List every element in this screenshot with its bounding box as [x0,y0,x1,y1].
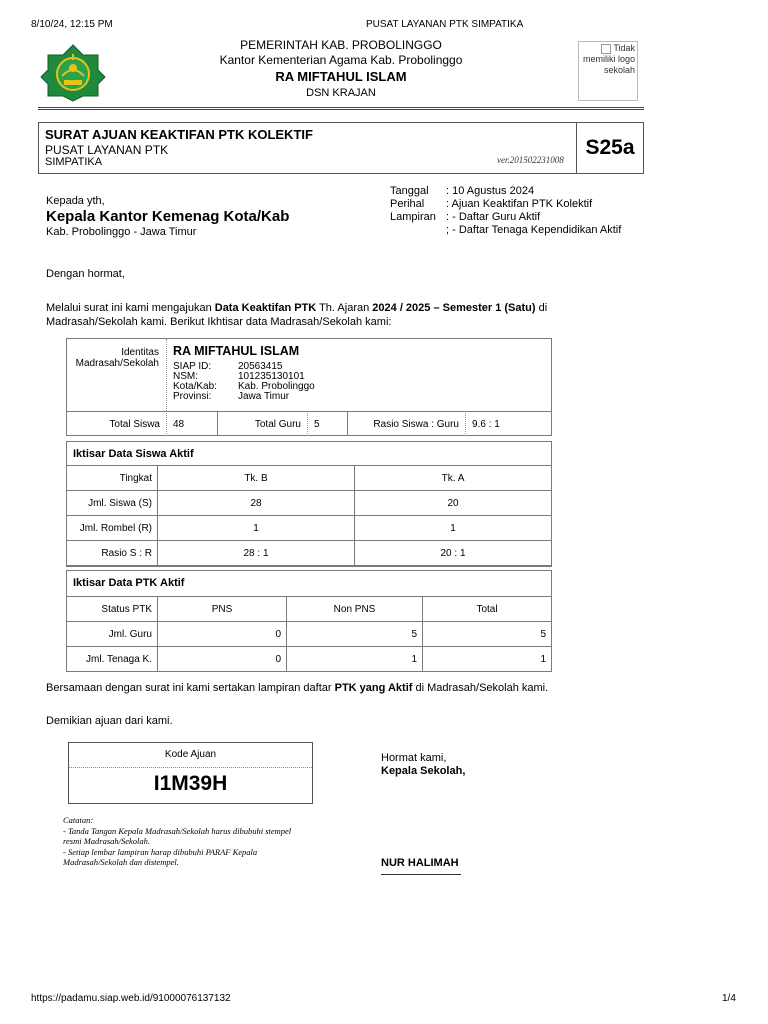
rasio-value: 9.6 : 1 [472,419,500,430]
print-url: https://padamu.siap.web.id/91000076137132 [31,993,231,1004]
p2-text-a: Bersamaan dengan surat ini kami sertakan lampiran daftar [46,682,335,694]
p1-text-d: 2024 / 2025 – Semester 1 (Satu) [372,302,536,314]
p2-text-c: di Madrasah/Sekolah kami. [412,682,549,694]
title-box [38,122,644,174]
identity-label: Identitas Madrasah/Sekolah [75,347,159,369]
signature-name: NUR HALIMAH [381,857,459,869]
lampiran-value-2: ; - Daftar Tenaga Kependidikan Aktif [446,224,622,236]
siswa-table [66,465,552,566]
table-row [67,541,552,566]
doc-version: ver.201502231008 [497,155,564,165]
rasio-label: Rasio Siswa : Guru [373,419,459,430]
siswa-row-label: Jml. Rombel (R) [67,516,158,541]
catatan-line: - Setiap lembar lampiran harap dibubuhi PARAF Kepala [63,846,258,857]
letterhead-address: DSN KRAJAN [306,87,376,99]
siswa-header-tka: Tk. A [355,466,552,491]
greeting: Dengan hormat, [46,268,125,280]
signature-role: Kepala Sekolah, [381,765,466,777]
field-kota-label: Kota/Kab: [173,381,217,392]
field-siap-label: SIAP ID: [173,361,212,372]
doc-subtitle-2: SIMPATIKA [45,156,103,168]
letterhead-school: RA MIFTAHUL ISLAM [275,69,407,84]
ptk-cell: 1 [423,647,552,672]
tanggal-label: Tanggal [390,185,429,197]
catatan-title: Catatan: [63,815,94,825]
siswa-cell: 1 [355,516,552,541]
kemenag-logo [40,44,106,102]
p1-line2: Madrasah/Sekolah kami. Berikut Ikhtisar data Madrasah/Sekolah kami: [46,316,392,328]
p1-text-a: Melalui surat ini kami mengajukan [46,302,215,314]
ptk-cell: 5 [423,622,552,647]
ptk-header-nonpns: Non PNS [287,597,423,622]
siswa-section-title: Iktisar Data Siswa Aktif [73,448,194,460]
field-provinsi-label: Provinsi: [173,391,212,402]
signature-underline [381,874,461,875]
doc-title: SURAT AJUAN KEAKTIFAN PTK KOLEKTIF [45,127,313,142]
ptk-cell: 1 [287,647,423,672]
ptk-section-title: Iktisar Data PTK Aktif [73,577,185,589]
broken-image-icon [601,44,611,54]
ptk-cell: 0 [158,622,287,647]
school-logo-alt-text: Tidak memiliki logo sekolah [582,43,635,75]
ptk-cell: 0 [158,647,287,672]
letterhead-line1: PEMERINTAH KAB. PROBOLINGGO [240,38,442,52]
letterhead-divider [38,107,644,110]
table-row [67,466,552,491]
doc-subtitle-1: PUSAT LAYANAN PTK [45,143,169,157]
catatan-line: resmi Madrasah/Sekolah. [63,836,151,846]
ptk-header-pns: PNS [158,597,287,622]
lampiran-value-1: : - Daftar Guru Aktif [446,211,541,223]
perihal-label: Perihal [390,198,425,210]
siswa-cell: 20 [355,491,552,516]
field-nsm-label: NSM: [173,371,198,382]
siswa-cell: 28 : 1 [158,541,355,566]
field-provinsi-value: Jawa Timur [238,391,290,402]
recipient-kepada: Kepada yth, [46,195,105,207]
ptk-cell: 5 [287,622,423,647]
kode-ajuan-value: I1M39H [153,772,228,795]
table-row [67,622,552,647]
print-datetime: 8/10/24, 12:15 PM [31,19,113,30]
ptk-header-total: Total [423,597,552,622]
siswa-header-tingkat: Tingkat [67,466,158,491]
kode-ajuan-box [68,742,313,804]
siswa-header-tkb: Tk. B [158,466,355,491]
total-guru-label: Total Guru [254,419,301,430]
p2-text-b: PTK yang Aktif [334,682,413,694]
identity-school-name: RA MIFTAHUL ISLAM [173,344,300,358]
catatan-notes [63,815,291,868]
ptk-section [66,570,552,672]
siswa-cell: 1 [158,516,355,541]
siswa-row-label: Jml. Siswa (S) [67,491,158,516]
catatan-line: - Tanda Tangan Kepala Madrasah/Sekolah harus dibubuhi stempel [63,825,292,836]
paragraph-2 [46,682,548,694]
letterhead-line2: Kantor Kementerian Agama Kab. Probolinggo [219,53,463,67]
paragraph-3: Demikian ajuan dari kami. [46,715,173,727]
siswa-section [66,441,552,567]
field-nsm-value: 101235130101 [238,371,305,382]
school-logo-placeholder [578,41,638,101]
p1-text-b: Data Keaktifan PTK [214,302,317,314]
table-row [67,597,552,622]
recipient-location: Kab. Probolinggo - Jawa Timur [46,226,197,238]
recipient-name: Kepala Kantor Kemenag Kota/Kab [46,208,290,225]
catatan-line: Madrasah/Sekolah dan distempel. [63,857,179,867]
total-siswa-value: 48 [173,419,185,430]
siswa-row-label: Rasio S : R [67,541,158,566]
ptk-header-status: Status PTK [67,597,158,622]
ptk-row-label: Jml. Guru [67,622,158,647]
print-page-title: PUSAT LAYANAN PTK SIMPATIKA [366,19,524,30]
tanggal-value: : 10 Agustus 2024 [446,185,535,197]
table-row [67,491,552,516]
ptk-row-label: Jml. Tenaga K. [67,647,158,672]
letter-meta [390,185,621,237]
table-row [67,516,552,541]
field-siap-value: 20563415 [238,361,283,372]
print-page-number: 1/4 [722,993,736,1004]
total-siswa-label: Total Siswa [109,419,160,430]
table-row [67,647,552,672]
identity-table [66,338,552,436]
ptk-table [66,596,552,672]
signature-hormat: Hormat kami, [381,752,447,764]
total-guru-value: 5 [314,419,320,430]
paragraph-1 [46,301,646,329]
field-kota-value: Kab. Probolinggo [238,381,315,392]
lampiran-label: Lampiran [390,211,436,223]
identity-fields [173,362,315,402]
p1-text-c: Th. Ajaran [316,302,373,314]
kode-ajuan-label: Kode Ajuan [164,749,217,760]
doc-code: S25a [576,123,643,173]
siswa-cell: 28 [158,491,355,516]
siswa-cell: 20 : 1 [355,541,552,566]
perihal-value: : Ajuan Keaktifan PTK Kolektif [446,198,593,210]
p1-text-e: di [535,302,548,314]
